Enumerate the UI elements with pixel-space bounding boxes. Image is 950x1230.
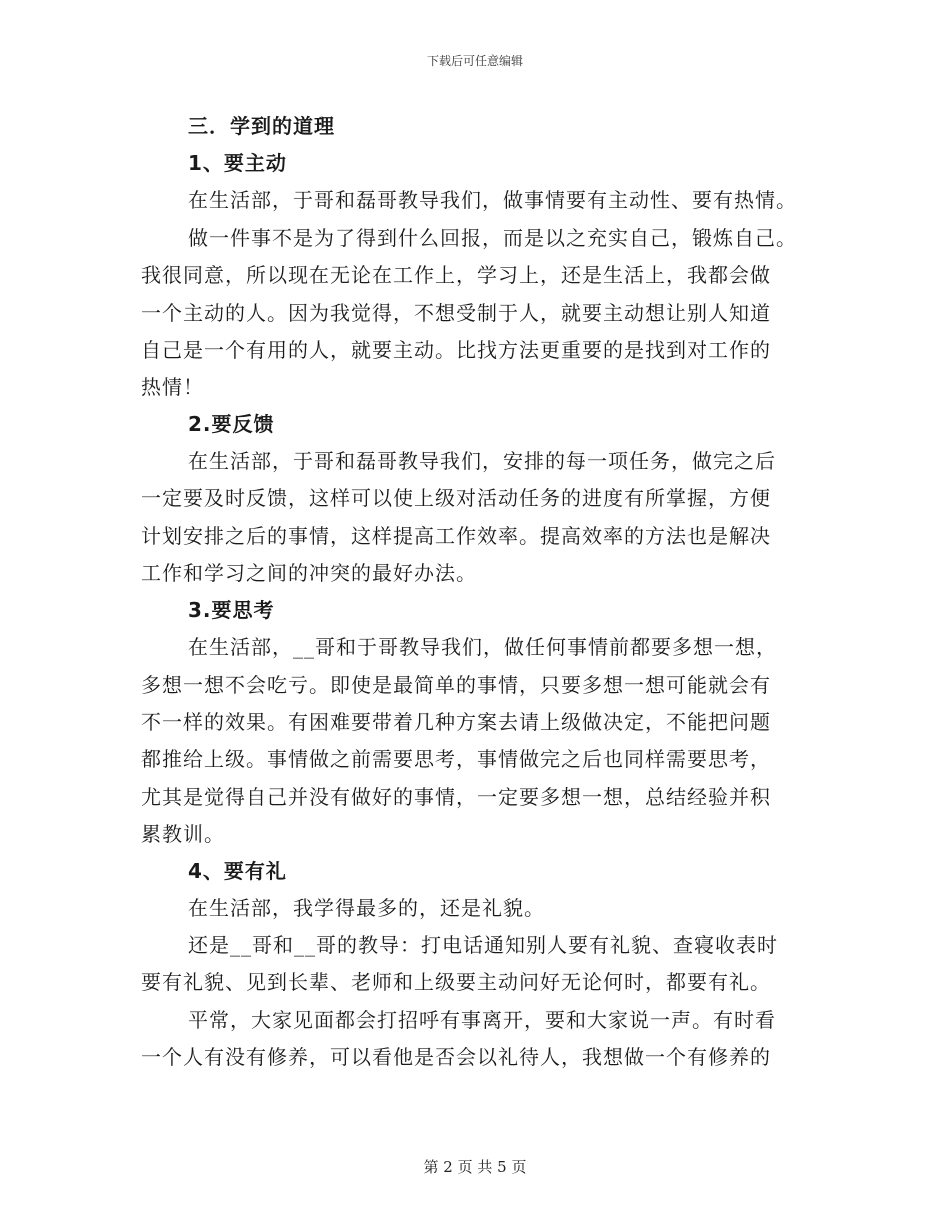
paragraph-line: 多想一想不会吃亏。即使是最简单的事情，只要多想一想可能就会有	[141, 673, 771, 697]
paragraph-line: 计划安排之后的事情，这样提高工作效率。提高效率的方法也是解决	[141, 524, 771, 548]
page-footer: 第 2 页 共 5 页	[423, 1158, 527, 1176]
page-header: 下载后可任意编辑	[426, 54, 523, 68]
paragraph-line: 不一样的效果。有困难要带着几种方案去请上级做决定，不能把问题	[141, 710, 771, 734]
paragraph-line: 我很同意，所以现在无论在工作上，学习上，还是生活上，我都会做	[141, 263, 771, 287]
paragraph-line: 一定要及时反馈，这样可以使上级对活动任务的进度有所掌握，方便	[141, 486, 771, 510]
paragraph-line: 一个主动的人。因为我觉得，不想受制于人，就要主动想让别人知道	[141, 301, 771, 325]
paragraph-line: 平常，大家见面都会打招呼有事离开，要和大家说一声。有时看	[188, 1008, 776, 1032]
paragraph-line: 在生活部，于哥和磊哥教导我们，做事情要有主动性、要有热情。	[188, 188, 797, 212]
paragraph-line: 做一件事不是为了得到什么回报，而是以之充实自己，锻炼自己。	[188, 226, 797, 250]
section-title: 三．学到的道理	[188, 114, 335, 138]
paragraph-line: 累教训。	[141, 822, 225, 846]
paragraph-line: 要有礼貌、见到长辈、老师和上级要主动问好无论何时，都要有礼。	[141, 970, 771, 994]
paragraph-line: 在生活部，我学得最多的，还是礼貌。	[188, 896, 545, 920]
subheading-4: 4、要有礼	[188, 859, 287, 883]
paragraph-line: 在生活部，于哥和磊哥教导我们，安排的每一项任务，做完之后	[188, 449, 776, 473]
subheading-3: 3.要思考	[188, 598, 275, 622]
paragraph-line: 还是__哥和__哥的教导：打电话通知别人要有礼貌、查寝收表时	[188, 933, 778, 957]
paragraph-line: 尤其是觉得自己并没有做好的事情，一定要多想一想，总结经验并积	[141, 785, 771, 809]
paragraph-line: 在生活部，__哥和于哥教导我们，做任何事情前都要多想一想，	[188, 635, 777, 659]
subheading-2: 2.要反馈	[188, 412, 275, 436]
subheading-1: 1、要主动	[188, 151, 287, 175]
paragraph-line: 工作和学习之间的冲突的最好办法。	[141, 561, 477, 585]
paragraph-line: 热情！	[141, 375, 204, 399]
paragraph-line: 自己是一个有用的人，就要主动。比找方法更重要的是找到对工作的	[141, 338, 771, 362]
paragraph-line: 都推给上级。事情做之前需要思考，事情做完之后也同样需要思考，	[141, 747, 771, 771]
paragraph-line: 一个人有没有修养，可以看他是否会以礼待人，我想做一个有修养的	[141, 1045, 771, 1069]
